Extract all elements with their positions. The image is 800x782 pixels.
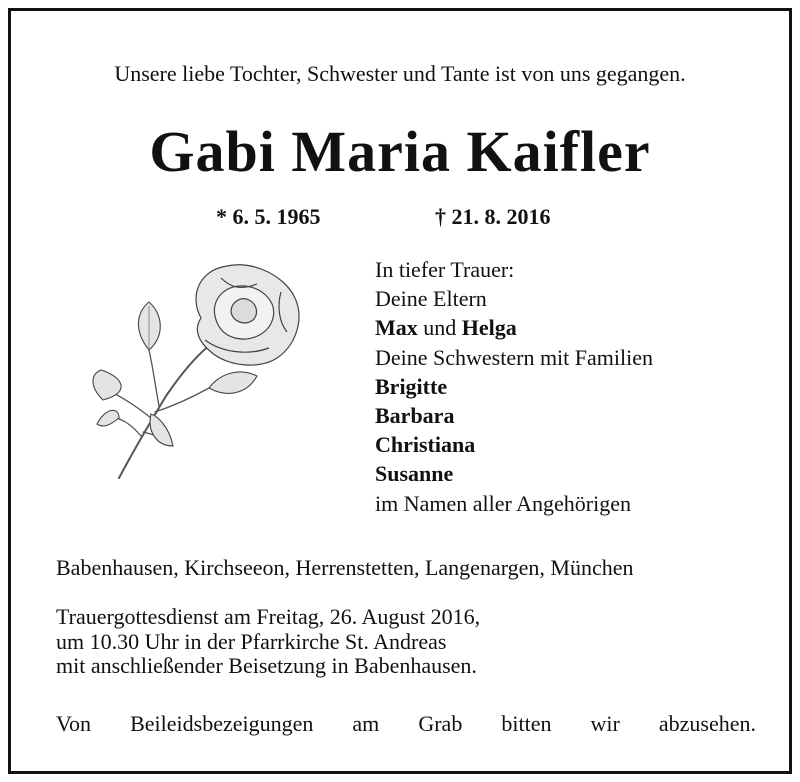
service-line: um 10.30 Uhr in der Pfarrkirche St. Andreas	[56, 628, 447, 654]
service-line: Trauergottesdienst am Freitag, 26. August 2016,	[56, 604, 481, 629]
obituary-notice	[8, 8, 792, 774]
connector-word: und	[423, 315, 457, 341]
sister-name: Christiana	[375, 432, 476, 458]
parents-label: Deine Eltern	[375, 286, 487, 312]
mourners-list	[375, 255, 653, 518]
death-date: † 21. 8. 2016	[435, 204, 551, 229]
sister-name: Brigitte	[375, 373, 448, 399]
deceased-name: Gabi Maria Kaifler	[149, 119, 651, 184]
mother-name: Helga	[461, 315, 517, 341]
sister-name: Susanne	[375, 461, 454, 487]
condolence-note: Von Beileidsbezeigungen am Grab bitten wir abzusehen.	[56, 711, 756, 736]
mourners-closing: im Namen aller Angehörigen	[375, 490, 631, 516]
sisters-label: Deine Schwestern mit Familien	[375, 344, 653, 370]
parents-names	[375, 313, 653, 342]
service-details	[56, 605, 480, 679]
places-line: Babenhausen, Kirchseeon, Herrenstetten, Langenargen, München	[56, 555, 634, 580]
father-name: Max	[375, 315, 418, 341]
service-line: mit anschließender Beisetzung in Babenhausen.	[56, 653, 477, 678]
rose-illustration	[81, 256, 311, 486]
birth-date: * 6. 5. 1965	[216, 204, 321, 229]
mourners-heading: In tiefer Trauer:	[375, 257, 515, 282]
intro-text: Unsere liebe Tochter, Schwester und Tante ist von uns gegangen.	[114, 61, 686, 86]
sister-name: Barbara	[375, 403, 455, 429]
